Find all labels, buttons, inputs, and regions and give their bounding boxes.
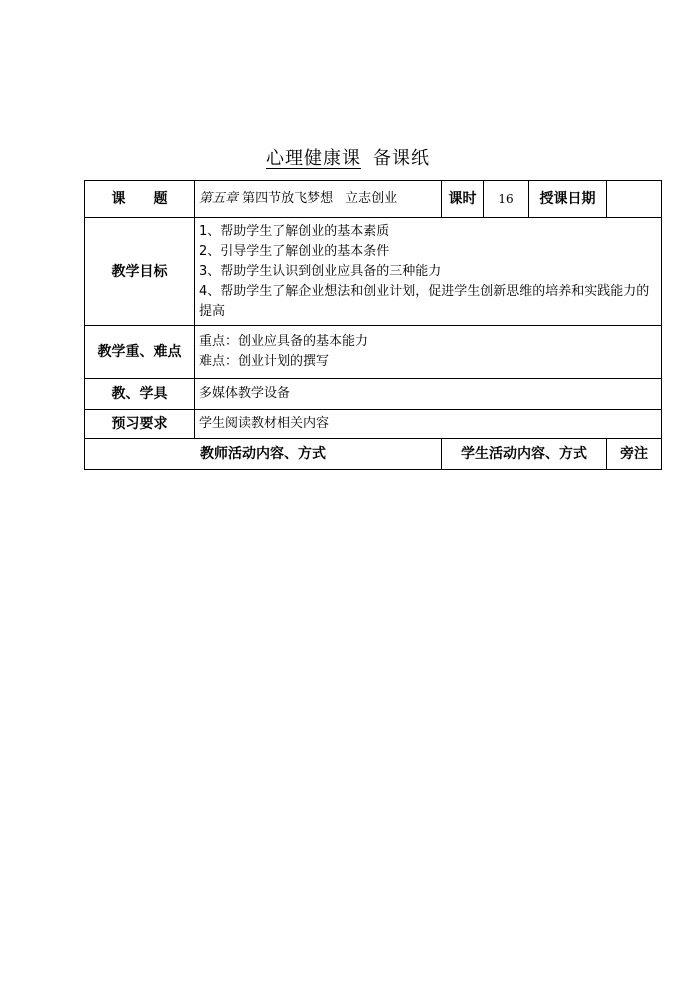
topic-label: 课 题 xyxy=(85,181,195,218)
key-point: 重点：创业应具备的基本能力 xyxy=(199,334,369,349)
preview-label: 预习要求 xyxy=(85,410,195,439)
tools-label: 教、学具 xyxy=(85,379,195,410)
goals-row xyxy=(85,218,662,326)
lesson-plan-table xyxy=(84,180,662,470)
goals-cell xyxy=(195,218,662,326)
topic-cell xyxy=(195,181,442,218)
tools-row xyxy=(85,379,662,410)
activity-header-row xyxy=(85,439,662,470)
topic-subtitle: 立志创业 xyxy=(345,191,398,206)
student-activity-header: 学生活动内容、方式 xyxy=(442,439,607,470)
topic-chapter: 第五章 xyxy=(199,191,239,206)
goal-item-2: 2、引导学生了解创业的基本条件 xyxy=(199,243,390,259)
hours-value: 16 xyxy=(484,181,529,218)
page-title xyxy=(0,146,696,172)
date-label: 授课日期 xyxy=(529,181,607,218)
title-subject: 心理健康课 xyxy=(266,148,361,169)
teacher-activity-header: 教师活动内容、方式 xyxy=(85,439,442,470)
preview-value: 学生阅读教材相关内容 xyxy=(195,410,662,439)
key-points-cell xyxy=(195,326,662,379)
goals-label: 教学目标 xyxy=(85,218,195,326)
key-points-label: 教学重、难点 xyxy=(85,326,195,379)
topic-section: 第四节放飞梦想 xyxy=(242,191,334,206)
title-suffix: 备课纸 xyxy=(373,148,430,169)
notes-header: 旁注 xyxy=(607,439,662,470)
goal-item-1: 1、帮助学生了解创业的基本素质 xyxy=(199,223,390,239)
goal-item-3: 3、帮助学生认识到创业应具备的三种能力 xyxy=(199,263,442,279)
preview-row xyxy=(85,410,662,439)
tools-value: 多媒体教学设备 xyxy=(195,379,662,410)
topic-row xyxy=(85,181,662,218)
date-value xyxy=(607,181,662,218)
goal-item-4: 4、帮助学生了解企业想法和创业计划，促进学生创新思维的培养和实践能力的提高 xyxy=(199,283,650,319)
hours-label: 课时 xyxy=(442,181,484,218)
difficult-point: 难点：创业计划的撰写 xyxy=(199,354,330,369)
key-points-row xyxy=(85,326,662,379)
